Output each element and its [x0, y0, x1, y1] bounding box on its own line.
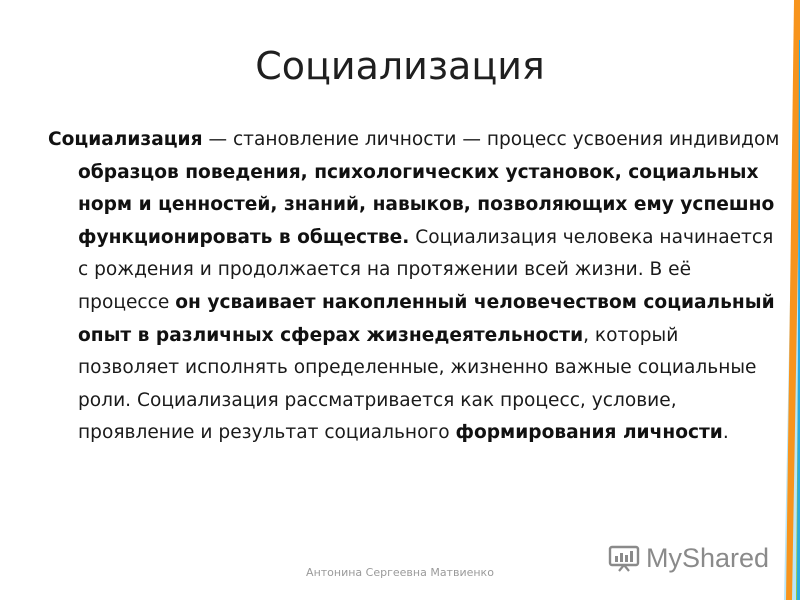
footer-author: Антонина Сергеевна Матвиенко — [306, 566, 494, 579]
myshared-watermark — [608, 538, 769, 578]
body-segment: образцов поведения, психологических установок, социальных норм и ценностей, знаний, навыков, позволяющих ему успешно функционировать в обществе. — [78, 161, 775, 248]
slide-body-text — [48, 124, 784, 450]
myshared-logo-icon — [608, 544, 640, 572]
watermark-text: MyShared — [646, 542, 770, 573]
body-segment: Социализация — [48, 129, 203, 150]
body-segment: , который позволяет исполнять определенные, жизненно важные социальные роли. Социализация рассматривается как процесс, условие, проявление и результат социального — [78, 324, 757, 444]
body-segment: — становление личности — процесс усвоения индивидом — [202, 129, 780, 150]
body-segment: он усваивает накопленный человечеством социальный опыт в различных сферах жизнедеятельности — [78, 291, 775, 346]
slide-title: Социализация — [255, 44, 545, 88]
body-segment: формирования личности — [455, 422, 723, 444]
body-segment: Социализация человека начинается с рождения и продолжается на протяжении всей жизни. В её процессе — [78, 226, 774, 313]
body-segment: . — [722, 422, 729, 444]
